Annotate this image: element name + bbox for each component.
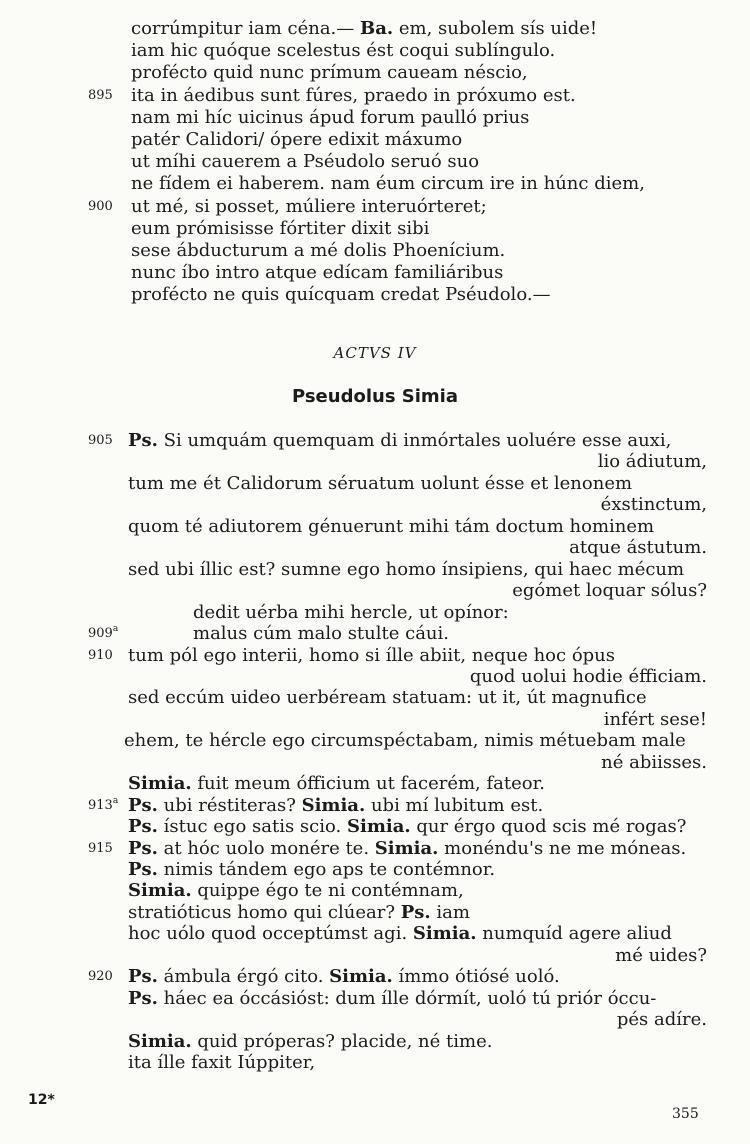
verse-line: [0, 1052, 750, 1074]
verse-line: [0, 687, 750, 709]
speaker-label: Simia.: [128, 773, 192, 795]
verse-line: [0, 107, 750, 129]
verse-text: quippe égo te ni contémnam,: [191, 880, 464, 902]
verse-text: fuit meum ófficium ut facerém, fateor.: [191, 773, 545, 795]
verse-text: nimis tándem ego aps te contémnor.: [157, 859, 496, 880]
line-text: [128, 559, 684, 581]
verse-text: ístuc ego satis scio.: [157, 816, 347, 838]
verse-line-continuation: [0, 709, 750, 731]
speaker-label: Ps.: [128, 430, 158, 451]
verse-text: sed eccúm uideo uerbéream statuam: ut it, út magnufice: [128, 687, 647, 709]
line-text: [131, 107, 529, 129]
act-heading: ACTVS IV: [333, 344, 417, 362]
verse-text: eum prómisisse fórtiter dixit sibi: [131, 217, 430, 239]
page-number: 355: [672, 1106, 699, 1122]
speaker-label: Ps.: [128, 837, 158, 859]
verse-line: [0, 816, 750, 838]
verse-line: [0, 151, 750, 173]
verse-line: [0, 284, 750, 306]
speaker-label: Simia.: [128, 1030, 192, 1052]
verse-line: [0, 623, 750, 645]
line-text: [470, 666, 707, 688]
line-number: [88, 838, 128, 860]
verse-text: infért sese!: [603, 708, 707, 730]
line-number-suffix: a: [112, 795, 119, 806]
line-text: [598, 451, 707, 473]
verse-text: tum pól ego interii, homo si ílle abiit, neque hoc ópus: [128, 644, 616, 666]
verse-line: [0, 240, 750, 262]
verse-text: né abiisses.: [601, 751, 707, 773]
verse-line: [0, 923, 750, 945]
verse-line-continuation: [0, 752, 750, 774]
line-number-value: 910: [88, 647, 113, 663]
line-number-value: 915: [88, 840, 113, 856]
signature-mark: 12*: [28, 1092, 55, 1108]
line-text: [131, 62, 528, 84]
verse-line-continuation: [0, 945, 750, 967]
line-text: [131, 129, 462, 151]
verse-line: [0, 218, 750, 240]
verse-text: ubi mí lubitum est.: [365, 794, 544, 816]
line-number-value: 913: [88, 797, 113, 813]
speaker-label: Ps.: [128, 794, 158, 816]
line-text: [128, 773, 545, 795]
speaker-label: Ps.: [128, 859, 158, 880]
verse-line: [0, 602, 750, 624]
line-text: [128, 880, 464, 902]
verse-text: quod uolui hodie éfficiam.: [469, 665, 707, 687]
verse-text: tum me ét Calidorum séruatum uolunt ésse et lenonem: [128, 472, 633, 494]
line-text: [128, 838, 686, 860]
line-text: [128, 1031, 492, 1053]
line-number: [88, 85, 128, 107]
verse-text: sese ábducturum a mé dolis Phoenícium.: [131, 240, 506, 261]
line-text: [131, 151, 479, 173]
line-number: [88, 795, 128, 817]
scene-heading: Pseudolus Simia: [291, 386, 459, 407]
verse-text: hoc uólo quod occeptúmst agi.: [128, 923, 413, 945]
line-text: [131, 284, 551, 306]
verse-text: háec ea óccásióst: dum ílle dórmít, uoló tú priór óccu-: [157, 987, 657, 1009]
speaker-label: Simia.: [374, 837, 439, 859]
verse-line: [0, 859, 750, 881]
speaker-label: Simia.: [412, 923, 477, 945]
verse-text: ubi réstiteras?: [157, 794, 302, 816]
verse-text: ut míhi cauerem a Pséudolo seruó suo: [131, 151, 480, 173]
verse-line: [0, 838, 750, 860]
verse-text: ita ílle faxit Iúppiter,: [128, 1052, 316, 1074]
line-text: [601, 752, 707, 774]
verse-text: nam mi híc uicinus ápud forum paulló prius: [131, 106, 530, 128]
line-text: [128, 859, 495, 881]
line-number-suffix: a: [112, 624, 119, 635]
verse-text: at hóc uolo monére te.: [157, 837, 375, 859]
verse-text: iam: [430, 901, 470, 923]
speaker-label: Ps.: [128, 987, 158, 1009]
verse-line: [0, 173, 750, 195]
line-text: [131, 85, 576, 107]
verse-text: quid próperas? placide, né time.: [191, 1030, 493, 1052]
verse-text: nunc íbo intro atque edícam familiáribus: [131, 262, 504, 284]
verse-line: [0, 730, 750, 752]
verse-line: [0, 773, 750, 795]
line-text: [128, 902, 470, 924]
line-text: [128, 816, 686, 838]
verse-text: Si umquám quemquam di inmórtales uoluére esse auxi,: [157, 430, 672, 451]
verse-text: patér Calidori/ ópere edixit máxumo: [131, 129, 463, 150]
line-text: [131, 196, 487, 218]
verse-text: sed ubi íllic est? sumne ego homo ínsipiens, qui haec mécum: [128, 558, 685, 580]
verse-line-continuation: [0, 494, 750, 516]
verse-text: ne fídem ei haberem. nam éum circum ire in húnc diem,: [131, 173, 645, 195]
line-number-value: 909: [88, 626, 113, 642]
verse-line: [0, 129, 750, 151]
verse-line: [0, 902, 750, 924]
verse-text: quom té adiutorem génuerunt mihi tám doctum hominem: [128, 515, 655, 537]
verse-line: [0, 473, 750, 495]
verse-line: [0, 40, 750, 62]
line-text: [128, 645, 615, 667]
speaker-label: Ba.: [360, 18, 394, 39]
verse-text: atque ástutum.: [569, 537, 707, 559]
line-text: [569, 537, 707, 559]
line-text: [128, 923, 672, 945]
speaker-label: Simia.: [346, 816, 411, 838]
line-number-value: 900: [88, 198, 113, 214]
verse-text: éxstinctum,: [600, 494, 707, 516]
line-text: [128, 473, 632, 495]
line-text: [128, 966, 560, 988]
verse-line: [0, 1031, 750, 1053]
line-number: [88, 623, 128, 645]
verse-text: corrúmpitur iam céna.—: [131, 18, 360, 39]
verse-text: iam hic quóque scelestus ést coqui sublíngulo.: [131, 40, 556, 62]
line-number-value: 920: [88, 969, 113, 985]
speaker-label: Simia.: [329, 966, 393, 988]
verse-line: [0, 430, 750, 452]
verse-line: [0, 85, 750, 107]
verse-line: [0, 262, 750, 284]
line-number-value: 905: [88, 433, 113, 448]
verse-text: profécto ne quis quícquam credat Pséudolo.—: [131, 284, 551, 306]
verse-text: ámbula érgó cito.: [157, 966, 330, 988]
verse-line-continuation: [0, 580, 750, 602]
line-text: [131, 18, 597, 40]
speaker-label: Simia.: [301, 794, 366, 816]
verse-text: malus cúm malo stulte cáui.: [193, 623, 449, 645]
verse-text: lio ádiutum,: [597, 451, 707, 473]
line-text: [128, 988, 656, 1010]
verse-line-continuation: [0, 537, 750, 559]
verse-line: [0, 988, 750, 1010]
line-number: [88, 430, 128, 452]
line-text: [131, 240, 505, 262]
verse-text: em, subolem sís uide!: [393, 18, 598, 39]
verse-text: dedit uérba mihi hercle, ut opínor:: [193, 601, 509, 623]
line-text: [601, 494, 707, 516]
line-text: [124, 730, 686, 752]
verse-line: [0, 196, 750, 218]
verse-line: [0, 880, 750, 902]
verse-text: qur érgo quod scis mé rogas?: [410, 816, 687, 838]
speaker-label: Ps.: [128, 816, 158, 838]
line-number: [88, 196, 128, 218]
verse-line: [0, 966, 750, 988]
line-text: [604, 709, 707, 731]
line-number-value: 895: [88, 87, 113, 103]
verse-text: egómet loquar sólus?: [512, 580, 707, 602]
line-text: [617, 1009, 707, 1031]
verse-text: monéndu's ne me móneas.: [438, 837, 687, 859]
line-text: [193, 623, 449, 645]
line-text: [131, 173, 645, 195]
line-text: [128, 430, 671, 452]
verse-text: ut mé, si posset, múliere interuórteret;: [131, 195, 487, 217]
verse-line: [0, 62, 750, 84]
verse-text: mé uides?: [615, 944, 707, 966]
verse-text: ita in áedibus sunt fúres, praedo in próxumo est.: [131, 84, 576, 106]
line-text: [615, 945, 707, 967]
verse-text: ímmo ótiósé uoló.: [392, 966, 560, 988]
verse-line: [0, 18, 750, 40]
verse-line: [0, 645, 750, 667]
verse-line-continuation: [0, 451, 750, 473]
line-text: [128, 687, 647, 709]
line-text: [131, 218, 429, 240]
line-text: [128, 795, 543, 817]
verse-text: profécto quid nunc prímum caueam néscio,: [131, 62, 528, 84]
line-text: [131, 40, 555, 62]
line-number: [88, 966, 128, 988]
verse-text: ehem, te hércle ego circumspéctabam, nimis métuebam male: [124, 730, 686, 752]
line-text: [131, 262, 503, 284]
speaker-label: Ps.: [128, 966, 158, 988]
line-text: [512, 580, 707, 602]
line-number: [88, 645, 128, 667]
line-text: [128, 1052, 315, 1074]
verse-text: pés adíre.: [616, 1009, 707, 1031]
verse-line-continuation: [0, 666, 750, 688]
line-text: [193, 602, 509, 624]
verse-line-continuation: [0, 1009, 750, 1031]
verse-text: stratióticus homo qui clúear?: [128, 901, 401, 923]
speaker-label: Ps.: [400, 901, 431, 923]
verse-line: [0, 795, 750, 817]
line-text: [128, 516, 654, 538]
verse-text: numquíd agere aliud: [476, 923, 672, 945]
verse-line: [0, 516, 750, 538]
speaker-label: Simia.: [128, 880, 192, 902]
verse-line: [0, 559, 750, 581]
